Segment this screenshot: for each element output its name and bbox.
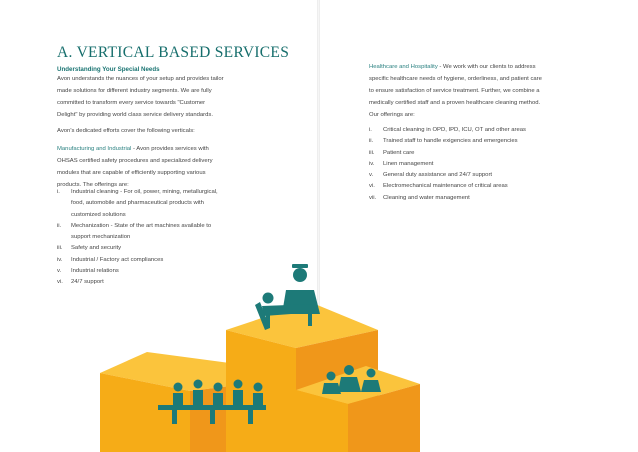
list-number: ii. (57, 222, 62, 229)
healthcare-line: - We work with our clients to address (437, 64, 536, 70)
list-text: Mechanization - State of the art machines available to (71, 222, 212, 229)
list-text: food, automobile and pharmaceutical products with (71, 200, 204, 207)
healthcare-heading: Healthcare and Hospitality (369, 64, 438, 70)
manufacturing-line: modules that are capable of efficiently supporting various (57, 170, 206, 176)
list-number: i. (57, 189, 60, 195)
list-text: Patient care (383, 149, 415, 156)
list-text: Safety and security (71, 245, 122, 252)
list-number: iv. (369, 160, 375, 167)
list-text: 24/7 support (71, 279, 104, 286)
intro-line: committed to transform every service towards "Customer (57, 100, 206, 106)
manufacturing-heading: Manufacturing and Industrial (57, 146, 132, 152)
list-text: Cleaning and water management (383, 194, 470, 201)
list-text: Electromechanical maintenance of critical areas (383, 183, 508, 190)
healthcare-first-line (369, 61, 536, 73)
section-subtitle: Understanding Your Special Needs (57, 66, 160, 73)
list-number: v. (57, 268, 62, 275)
intro-line: Avon understands the nuances of your setup and provides tailor (57, 76, 224, 82)
list-text: General duty assistance and 24/7 support (383, 172, 493, 179)
healthcare-line: medically certified staff and a proven healthcare cleaning method. (369, 100, 541, 106)
list-number: ii. (369, 138, 374, 145)
intro-line: made solutions for different industry segments. We are fully (57, 88, 212, 94)
list-number: v. (369, 172, 374, 179)
list-text: Industrial / Factory act compliances (71, 256, 164, 263)
list-text: Industrial relations (71, 268, 119, 275)
list-number: vi. (57, 279, 63, 286)
list-number: i. (369, 127, 372, 133)
list-number: vii. (369, 194, 377, 201)
manufacturing-line: OHSAS certified safety procedures and specialized delivery (57, 158, 213, 164)
intro-line: Delight" by providing world class service delivery standards. (57, 112, 213, 118)
list-number: iii. (369, 149, 375, 156)
list-text: Trained staff to handle exigencies and emergencies (383, 138, 518, 145)
list-text: Linen management (383, 160, 434, 167)
list-number: iii. (57, 245, 63, 252)
list-text: customized solutions (71, 211, 126, 218)
page-title: A. VERTICAL BASED SERVICES (57, 44, 290, 61)
list-number: iv. (57, 256, 63, 263)
list-text: Industrial cleaning - For oil, power, mining, metallurgical, (71, 189, 218, 195)
healthcare-line: to ensure satisfaction of service treatment. Further, we combine a (369, 88, 540, 94)
manufacturing-first-line (57, 143, 209, 155)
list-text: Critical cleaning in OPD, IPD, ICU, OT and other areas (383, 127, 526, 133)
verticals-line: Avon's dedicated efforts cover the following verticals: (57, 128, 195, 134)
healthcare-line: specific healthcare needs of hygiene, orderliness, and patient care (369, 76, 542, 82)
list-number: vi. (369, 183, 375, 190)
healthcare-line: Our offerings are: (369, 112, 415, 118)
list-text: support mechanization (71, 234, 131, 241)
manufacturing-line: products. The offerings are: (57, 182, 129, 188)
manufacturing-line: - Avon provides services with (131, 146, 209, 152)
